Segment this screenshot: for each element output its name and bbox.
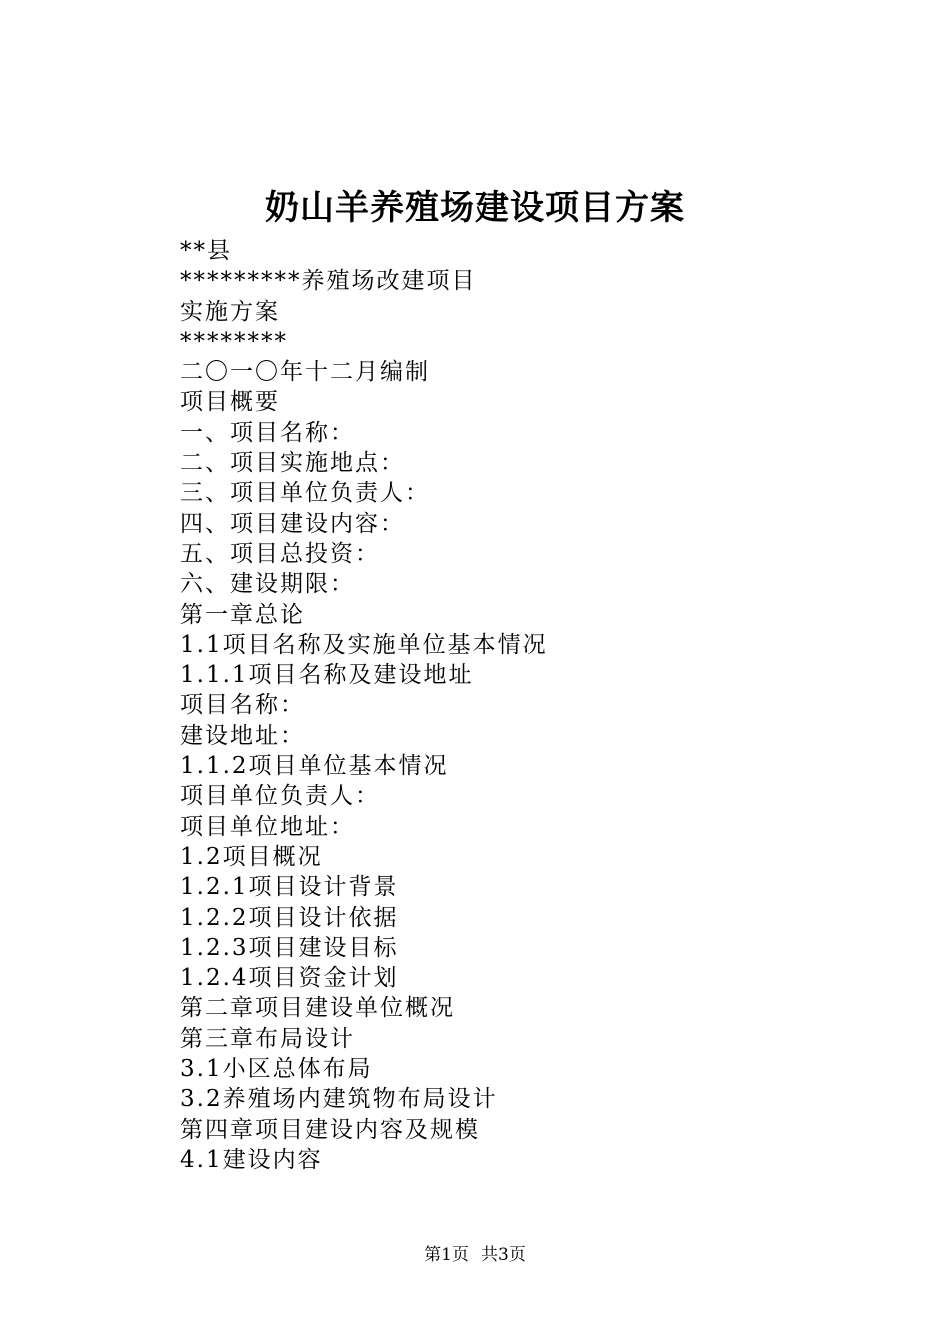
doc-line: 项目名称： bbox=[180, 692, 305, 719]
doc-line: 项目概要 bbox=[180, 389, 280, 416]
doc-line: 1.2.3项目建设目标 bbox=[180, 934, 399, 961]
doc-line: 五、项目总投资： bbox=[180, 540, 380, 567]
doc-line: **县 bbox=[180, 238, 232, 264]
doc-line: 1.1项目名称及实施单位基本情况 bbox=[180, 631, 548, 658]
doc-line: 六、建设期限： bbox=[180, 571, 355, 598]
doc-line: 1.1.1项目名称及建设地址 bbox=[180, 662, 474, 689]
doc-line: *********养殖场改建项目 bbox=[180, 268, 477, 295]
doc-line: 项目单位地址： bbox=[180, 813, 355, 840]
doc-line: 项目单位负责人： bbox=[180, 783, 380, 810]
doc-line: 二、项目实施地点： bbox=[180, 450, 405, 477]
page-number-total: 共3页 bbox=[481, 1245, 526, 1265]
doc-line: 第三章布局设计 bbox=[180, 1025, 355, 1052]
doc-line: 第四章项目建设内容及规模 bbox=[180, 1116, 480, 1143]
doc-line: 4.1建设内容 bbox=[180, 1146, 323, 1173]
doc-line: 二〇一〇年十二月编制 bbox=[180, 359, 430, 386]
doc-line: 四、项目建设内容： bbox=[180, 510, 405, 537]
doc-line: 1.2项目概况 bbox=[180, 843, 323, 870]
doc-line: 1.2.1项目设计背景 bbox=[180, 874, 399, 901]
doc-line: 3.2养殖场内建筑物布局设计 bbox=[180, 1086, 498, 1113]
doc-line: 第一章总论 bbox=[180, 601, 305, 628]
doc-line: 一、项目名称： bbox=[180, 419, 355, 446]
page-footer bbox=[0, 1242, 950, 1268]
page-number-current: 第1页 bbox=[424, 1245, 469, 1265]
doc-line: 1.2.2项目设计依据 bbox=[180, 904, 399, 931]
document-title: 奶山羊养殖场建设项目方案 bbox=[265, 188, 685, 228]
document-body bbox=[180, 236, 800, 1175]
doc-line: ******** bbox=[180, 328, 288, 355]
doc-line: 1.1.2项目单位基本情况 bbox=[180, 753, 449, 780]
doc-line: 建设地址： bbox=[180, 722, 305, 749]
doc-line: 第二章项目建设单位概况 bbox=[180, 995, 455, 1022]
doc-line: 3.1小区总体布局 bbox=[180, 1056, 373, 1083]
doc-line: 实施方案 bbox=[180, 298, 280, 325]
doc-line: 1.2.4项目资金计划 bbox=[180, 965, 399, 992]
doc-line: 三、项目单位负责人： bbox=[180, 480, 430, 507]
